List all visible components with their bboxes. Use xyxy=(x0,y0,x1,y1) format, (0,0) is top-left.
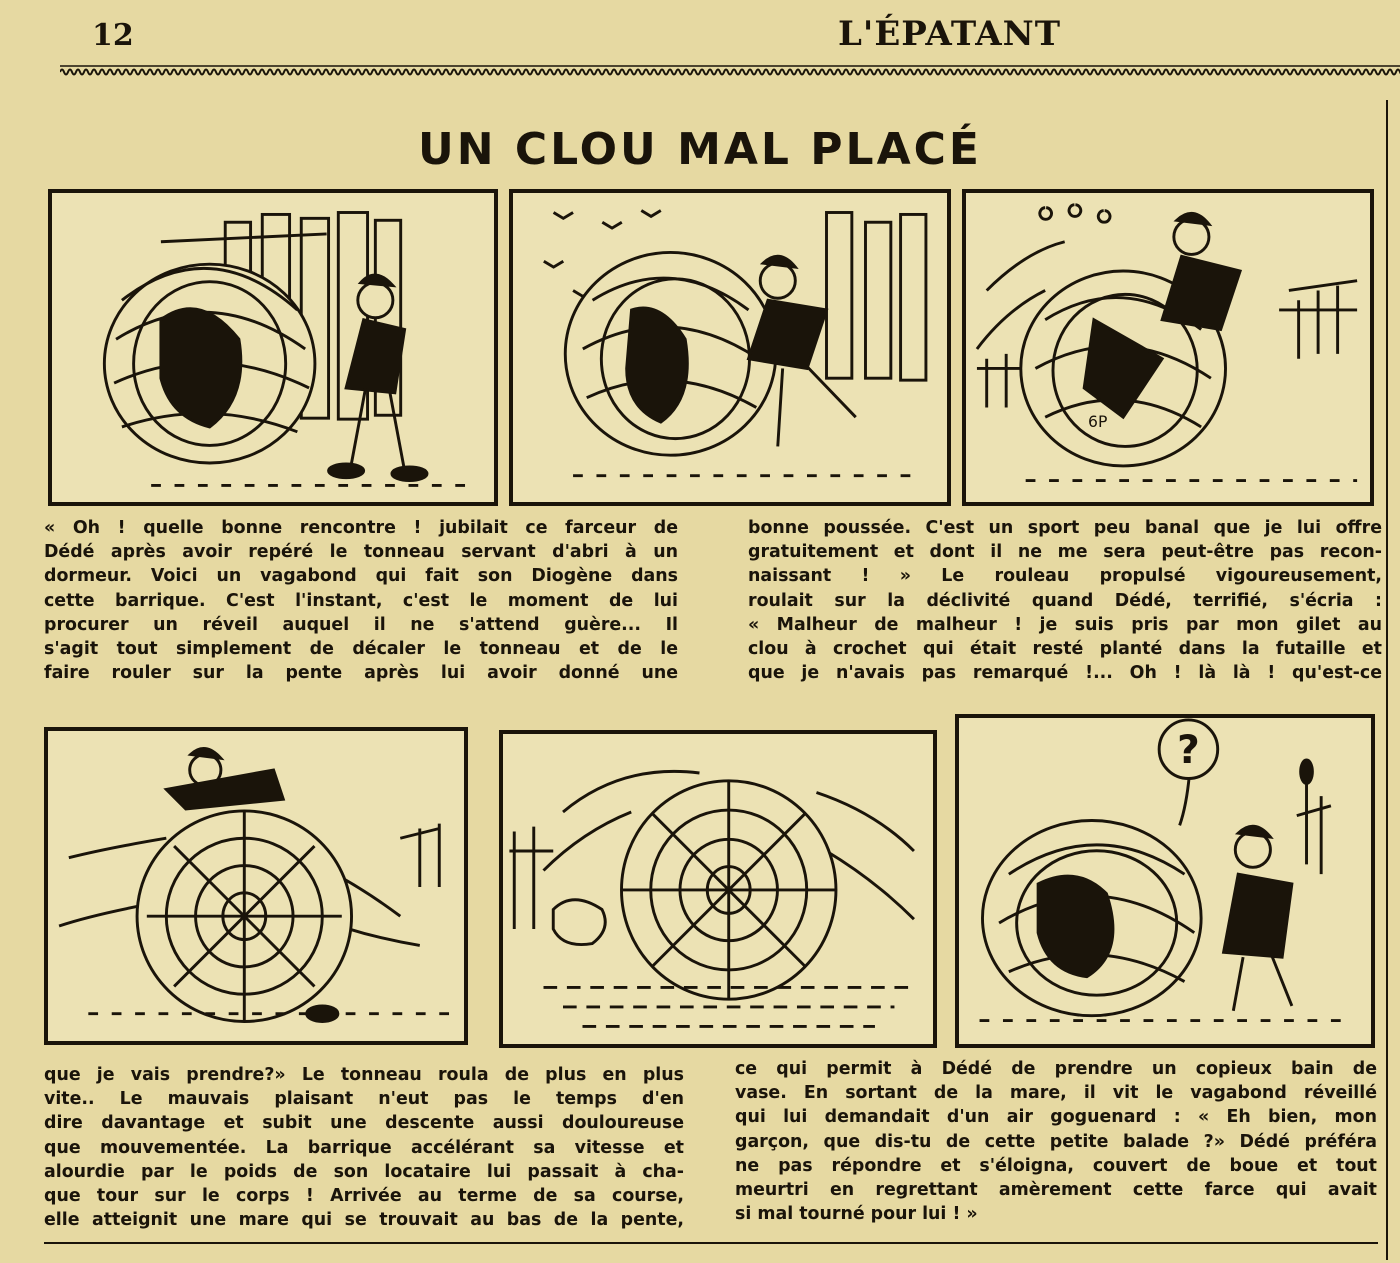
story-title: UN CLOU MAL PLACÉ xyxy=(418,124,982,175)
text-bottom-right xyxy=(735,1057,1377,1226)
text-line: que je n'avais pas remarqué !... Oh ! là là ! qu'est-ce xyxy=(748,663,1382,684)
text-line: « Malheur de malheur ! je suis pris par mon gilet au xyxy=(748,614,1382,635)
comic-panel-5 xyxy=(499,730,937,1048)
text-line: ne pas répondre et s'éloigna, couvert de boue et tout xyxy=(735,1155,1377,1176)
question-mark: ? xyxy=(1177,727,1200,773)
text-line: alourdie par le poids de son locataire lui passait à cha- xyxy=(44,1161,684,1182)
comic-panel-3 xyxy=(962,189,1374,506)
text-line: cette barrique. C'est l'instant, c'est le moment de lui xyxy=(44,590,678,611)
text-line: roulait sur la déclivité quand Dédé, terrifié, s'écria : xyxy=(748,590,1382,611)
panel-1-drawing xyxy=(52,193,494,502)
panel-4-drawing xyxy=(48,731,464,1041)
text-line: « Oh ! quelle bonne rencontre ! jubilait ce farceur de xyxy=(44,518,678,538)
page-number: 12 xyxy=(92,18,134,53)
panel-5-drawing xyxy=(503,734,933,1044)
panel-3-label: 6P xyxy=(1088,412,1108,431)
text-line: s'agit tout simplement de décaler le tonneau et de le xyxy=(44,639,678,660)
comic-panel-2 xyxy=(509,189,951,506)
text-line: procurer un réveil auquel il ne s'attend guère... Il xyxy=(44,614,678,635)
text-bottom-left xyxy=(44,1063,684,1232)
panel-3-drawing xyxy=(966,193,1370,502)
panel-6-drawing xyxy=(959,718,1371,1044)
text-line: que mouvementée. La barrique accélérant sa vitesse et xyxy=(44,1137,684,1158)
text-line: ce qui permit à Dédé de prendre un copieux bain de xyxy=(735,1059,1377,1079)
text-line: naissant ! » Le rouleau propulsé vigoureusement, xyxy=(748,566,1382,587)
text-line: meurtri en regrettant amèrement cette farce qui avait xyxy=(735,1180,1377,1201)
text-line: dire davantage et subit une descente aussi douloureuse xyxy=(44,1113,684,1134)
text-line: que tour sur le corps ! Arrivée au terme de sa course, xyxy=(44,1186,684,1207)
text-line: vase. En sortant de la mare, il vit le vagabond réveillé xyxy=(735,1083,1377,1104)
text-top-right xyxy=(748,516,1382,685)
comic-panel-6 xyxy=(955,714,1375,1048)
text-line: clou à crochet qui était resté planté dans la futaille et xyxy=(748,639,1382,660)
text-line: si mal tourné pour lui ! » xyxy=(735,1204,978,1225)
text-line: dormeur. Voici un vagabond qui fait son Diogène dans xyxy=(44,566,678,587)
comic-panel-4 xyxy=(44,727,468,1045)
text-line: vite.. Le mauvais plaisant n'eut pas le temps d'en xyxy=(44,1089,684,1110)
text-line: Dédé après avoir repéré le tonneau servant d'abri à un xyxy=(44,542,678,563)
wavy-rule xyxy=(60,62,1400,78)
journal-title: L'ÉPATANT xyxy=(838,14,1062,54)
panel-2-drawing xyxy=(513,193,947,502)
text-line: bonne poussée. C'est un sport peu banal que je lui offre xyxy=(748,518,1382,538)
text-line: garçon, que dis-tu de cette petite balade ?» Dédé préféra xyxy=(735,1131,1377,1152)
text-line: qui lui demandait d'un air goguenard : « Eh bien, mon xyxy=(735,1107,1377,1128)
right-column-rule xyxy=(1386,100,1388,1260)
comic-panel-1 xyxy=(48,189,498,506)
bottom-rule xyxy=(44,1242,1378,1244)
text-top-left xyxy=(44,516,678,685)
text-line: que je vais prendre?» Le tonneau roula de plus en plus xyxy=(44,1065,684,1085)
text-line: elle atteignit une mare qui se trouvait au bas de la pente, xyxy=(44,1210,684,1231)
text-line: faire rouler sur la pente après lui avoir donné une xyxy=(44,663,678,684)
text-line: gratuitement et dont il ne me sera peut-être pas recon- xyxy=(748,542,1382,563)
